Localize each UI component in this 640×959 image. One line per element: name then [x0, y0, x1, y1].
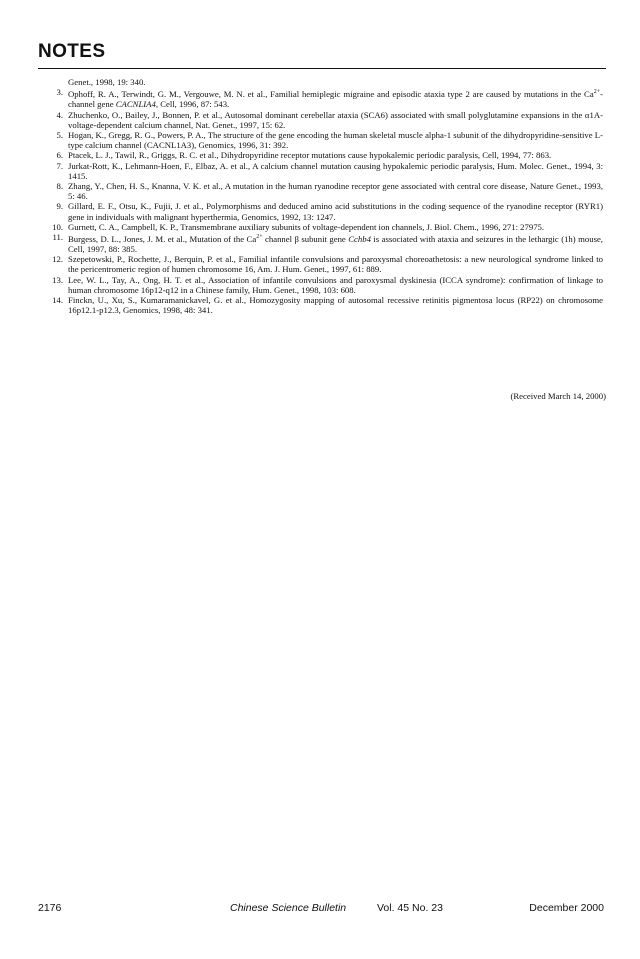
section-title: NOTES — [38, 41, 106, 62]
reference-item — [38, 150, 603, 160]
reference-item — [38, 130, 603, 150]
reference-text: Finckn, U., Xu, S., Kumaramanickavel, G. et al., Homozygosity mapping of autosomal recessive retinitis pigmentosa locus (RP22) on chromosome 16p12.1-p12.3, Genomics, 1998, 48: 341. — [68, 295, 603, 316]
reference-text: Szepetowski, P., Rochette, J., Berquin, P. et al., Familial infantile convulsions and paroxysmal choreoathetosis: a new neurological syndrome linked to the pericentromeric region of humen chromosome 16, Am. J. Hum. Genet., 1997, 61: 889. — [68, 254, 603, 275]
reference-text: Zhang, Y., Chen, H. S., Knanna, V. K. et al., A mutation in the human ryanodine receptor gene associated with central core disease, Nature Genet., 1993, 5: 46. — [68, 180, 603, 202]
journal-name: Chinese Science Bulletin — [230, 902, 347, 914]
reference-item — [38, 232, 603, 254]
volume-issue: Vol. 45 No. 23 — [377, 902, 443, 914]
reference-number: 11. — [52, 231, 63, 242]
reference-number: 13. — [52, 274, 63, 285]
reference-text: Burgess, D. L., Jones, J. M. et al., Mutation of the $Ca^{2+}$ channel β subunit gene Cchb4 is associated with ataxia and seizures in the lethargic (1h) mouse, Cell, 1997, 88: 385. — [68, 233, 603, 255]
reference-text: Gillard, E. F., Otsu, K., Fujii, J. et al., Polymorphisms and deduced amino acid substitutions in the coding sequence of the ryanodine receptor (RYR1) gene in individuals with malignant hyperthermia, Genomics, 1992, 13: 1247. — [68, 201, 603, 222]
reference-number: 8. — [56, 180, 63, 191]
reference-item — [38, 87, 603, 109]
reference-item — [38, 275, 603, 295]
reference-item — [38, 201, 603, 221]
reference-number: 14. — [52, 295, 63, 306]
reference-text: Jurkat-Rott, K., Lehmann-Hoen, F., Elbaz, A. et al., A calcium channel mutation causing hypokalemic periodic paralysis, Hum. Molec. Genet., 1994, 3: 1415. — [68, 160, 603, 181]
reference-number: 3. — [56, 87, 63, 98]
reference-text: Genet., 1998, 19: 340. — [68, 77, 146, 87]
reference-number: 12. — [52, 254, 63, 265]
reference-number: 6. — [56, 150, 63, 161]
reference-item — [38, 254, 603, 274]
reference-text: Zhuchenko, O., Bailey, J., Bonnen, P. et al., Autosomal dominant cerebellar ataxia (SCA6) associated with small polyglutamine expansions in the α1A-voltage-dependent calcium channel, Nat. Genet., 1997, 15: 62. — [68, 109, 603, 130]
header-divider — [38, 68, 606, 69]
reference-text: Gurnett, C. A., Campbell, K. P., Transmembrane auxiliary subunits of voltage-dependent ion channels, J. Biol. Chem., 1996, 271: 27975. — [68, 221, 545, 232]
received-date: (Received March 14, 2000) — [510, 391, 606, 401]
reference-number: 10. — [52, 221, 63, 232]
page-number: 2176 — [38, 902, 62, 914]
reference-number — [38, 77, 68, 87]
reference-list — [38, 77, 603, 315]
reference-item — [38, 295, 603, 315]
reference-number: 4. — [56, 109, 63, 120]
reference-item — [38, 77, 603, 87]
issue-date: December 2000 — [529, 902, 604, 914]
reference-item — [38, 110, 603, 130]
reference-item — [38, 181, 603, 201]
reference-text: Lee, W. L., Tay, A., Ong, H. T. et al., Association of infantile convulsions and paroxysmal dyskinesia (ICCA syndrome): confirmation of linkage to human chromosome 16p12-q12 in a Chinese family, Hum. Genet., 1998, 103: 608. — [68, 274, 603, 295]
reference-number: 9. — [56, 201, 63, 212]
reference-item — [38, 161, 603, 181]
reference-text: Hogan, K., Gregg, R. G., Powers, P. A., The structure of the gene encoding the human skeletal muscle alpha-1 subunit of the dihydropyridine-sensitive L-type calcium channel (CACNL1A3), Genomics, 1996, 31: 392. — [68, 129, 603, 151]
reference-number: 7. — [56, 160, 63, 171]
reference-text: Ophoff, R. A., Terwindt, G. M., Vergouwe, M. N. et al., Familial hemiplegic migraine and episodic ataxia type 2 are caused by mutations in the $Ca^{2+}$-channel gene CACNLIA4, Cell, 1996, 87: 543. — [68, 89, 603, 110]
reference-number: 5. — [56, 129, 63, 140]
reference-text: Ptacek, L. J., Tawil, R., Griggs, R. C. et al., Dihydropyridine receptor mutations cause hypokalemic periodic paralysis, Cell, 1994, 77: 863. — [68, 150, 552, 161]
reference-item — [38, 222, 603, 232]
